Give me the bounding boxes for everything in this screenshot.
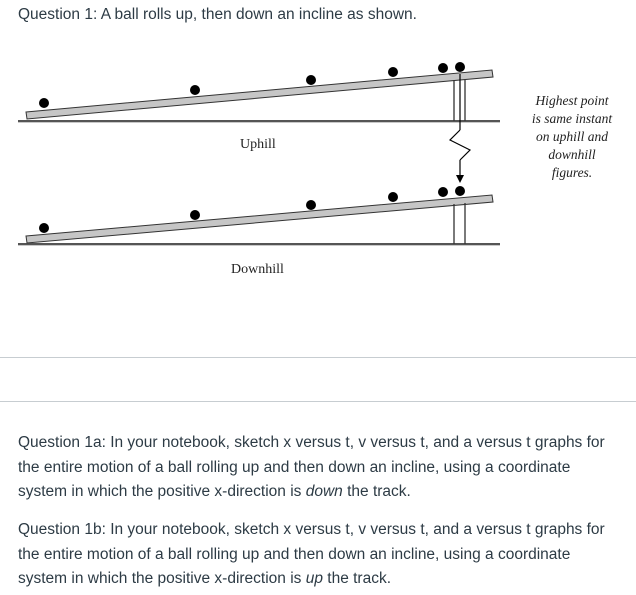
uphill-ball xyxy=(190,85,200,95)
divider xyxy=(0,401,636,402)
divider xyxy=(0,357,636,358)
arrow-down-icon xyxy=(456,175,464,183)
uphill-ball xyxy=(306,75,316,85)
note-line: figures. xyxy=(551,165,593,180)
downhill-ball xyxy=(39,223,49,233)
question-1a-after: the track. xyxy=(342,483,411,500)
note-line: downhill xyxy=(548,147,596,162)
question-1-title: Question 1: A ball rolls up, then down an incline as shown. xyxy=(18,6,417,23)
question-1a-emphasis: down xyxy=(305,483,343,500)
downhill-diagram xyxy=(18,186,500,277)
question-1b-after: the track. xyxy=(322,570,392,587)
uphill-track xyxy=(26,70,493,119)
downhill-label: Downhill xyxy=(231,262,284,277)
uphill-ball xyxy=(39,98,49,108)
highest-point-connector xyxy=(450,74,470,183)
uphill-label: Uphill xyxy=(240,137,276,152)
question-1b-before: Question 1b: In your notebook, sketch x versus t, v versus t, and a versus t graphs for the entire motion of a ball rolling up and then down an incline, using a coordinate system in which the positive x-direction is xyxy=(18,521,605,587)
uphill-ball xyxy=(438,63,448,73)
note-line: Highest point xyxy=(535,93,609,108)
uphill-ball xyxy=(388,67,398,77)
highest-point-note xyxy=(532,93,614,180)
downhill-ball xyxy=(306,200,316,210)
downhill-ball xyxy=(388,192,398,202)
downhill-ball xyxy=(190,210,200,220)
downhill-ball xyxy=(438,187,448,197)
uphill-ball xyxy=(455,62,465,72)
note-line: is same instant xyxy=(531,111,613,126)
uphill-diagram xyxy=(18,62,500,152)
question-1b-text xyxy=(18,518,618,592)
note-line: on uphill and xyxy=(535,129,609,144)
question-1a-text xyxy=(18,431,618,505)
downhill-ball xyxy=(455,186,465,196)
question-1b-emphasis: up xyxy=(305,570,323,587)
downhill-track xyxy=(26,195,493,243)
question-1a-before: Question 1a: In your notebook, sketch x versus t, v versus t, and a versus t graphs for the entire motion of a ball rolling up and then down an incline, using a coordinate system in which the positive x-direction is xyxy=(18,434,605,500)
